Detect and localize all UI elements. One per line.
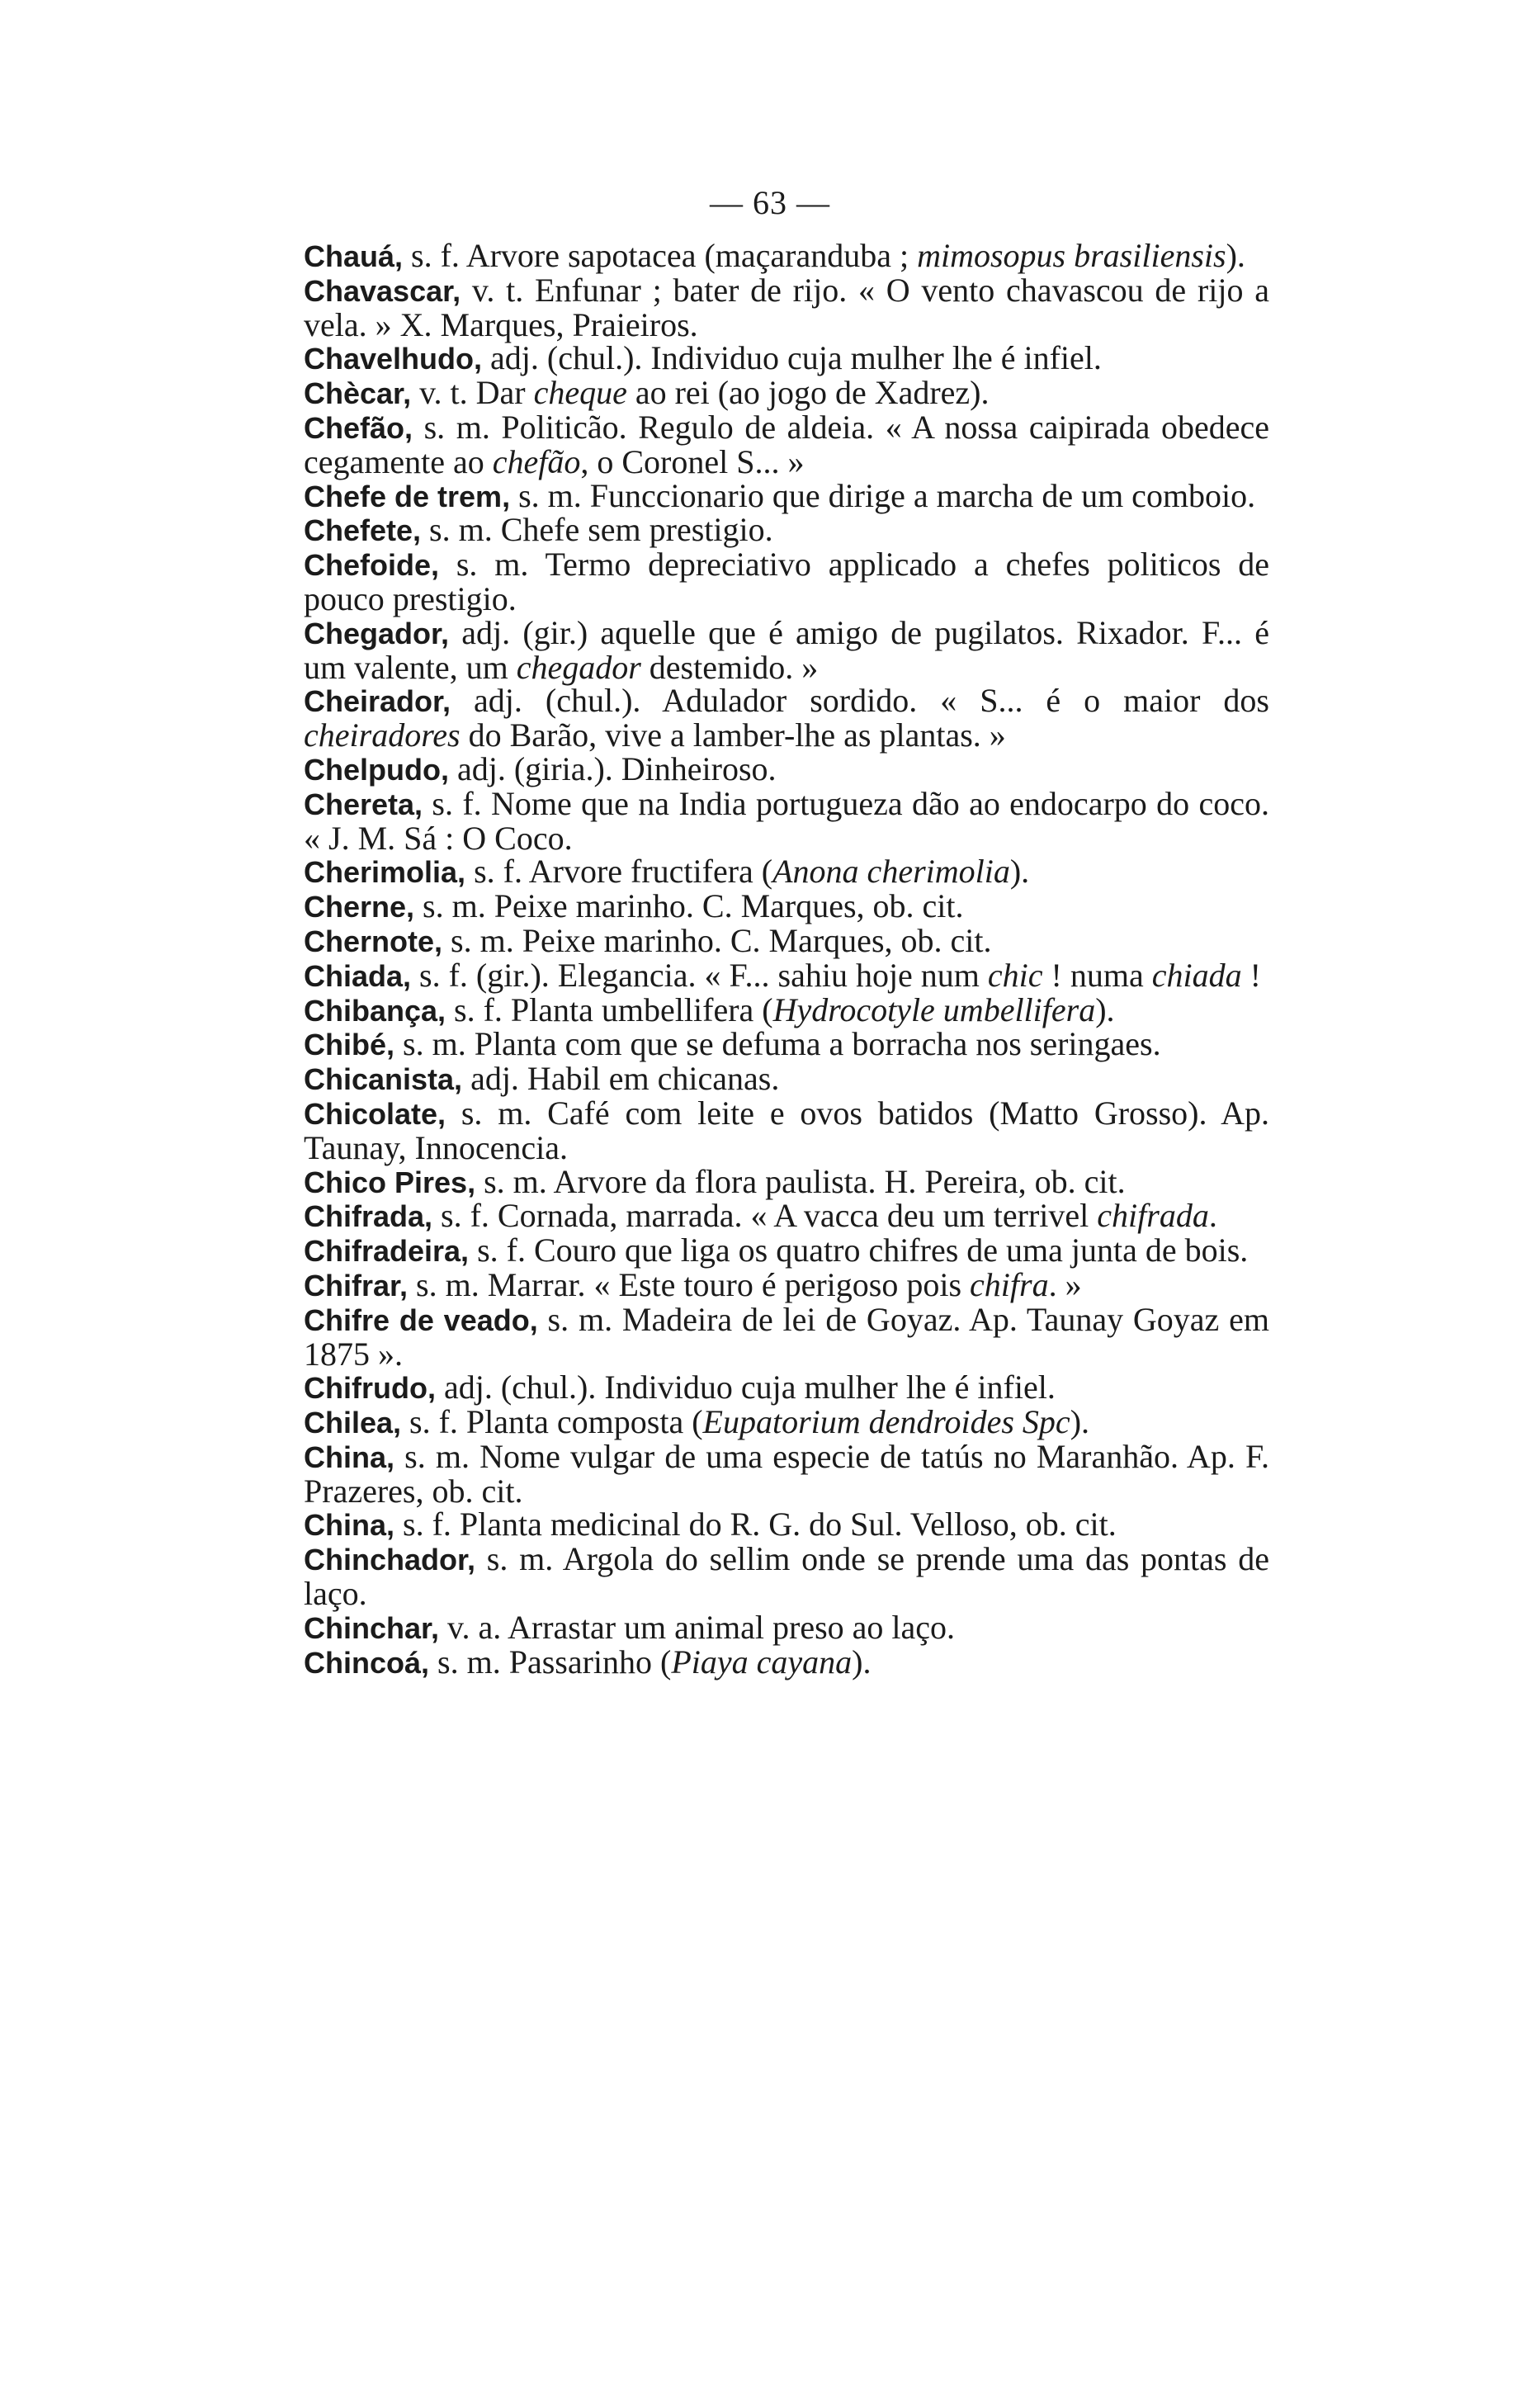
dictionary-entry [304,1371,1269,1406]
dictionary-entry [304,887,1269,925]
dictionary-entry [304,548,1269,617]
dictionary-entry [304,921,1269,959]
entry-headword: Chifrar, [304,1268,409,1302]
dictionary-entry [304,684,1269,753]
entry-headword: Chavascar, [304,273,461,308]
entry-headword: Chifrudo, [304,1371,436,1406]
entry-definition: v. t. Dar [411,374,534,412]
entry-definition: ). [1095,990,1115,1028]
entry-definition: s. f. Arvore sapotacea (maçaranduba ; [403,237,918,274]
entry-definition: v. a. Arrastar um animal preso ao laço. [439,1608,956,1646]
entry-italic-term: chifra [970,1265,1049,1303]
dictionary-entry [304,1062,1269,1097]
dictionary-entry [304,1025,1269,1063]
entry-italic-term: Anona cherimolia [772,853,1010,891]
entry-headword: Chegador, [304,616,450,650]
entry-headword: Chicanista, [304,1062,463,1097]
entry-italic-term: cheque [533,374,627,412]
entry-definition: adj. (chul.). Individuo cuja mulher lhe é infiel. [435,1369,1056,1406]
dictionary-entry [304,990,1269,1028]
entry-headword: Chifradeira, [304,1234,470,1269]
dictionary-entry [304,1643,1269,1681]
entry-definition: s. f. Planta composta ( [401,1403,703,1441]
entry-headword: Chicolate, [304,1096,446,1131]
entry-definition: ! [1241,956,1261,994]
dictionary-entry [304,956,1269,994]
dictionary-entry [304,1265,1269,1303]
entry-italic-term: mimosopus brasiliensis [917,237,1226,274]
entry-definition: adj. (gir.) aquelle que é amigo de pugilatos. Rixador. F... é um valente, um [304,613,1269,686]
entry-definition: s. m. Peixe marinho. C. Marques, ob. cit. [442,921,992,959]
entry-italic-term: chefão [492,442,581,480]
entry-headword: Chifrada, [304,1199,433,1234]
entry-definition: destemido. » [640,648,819,686]
dictionary-entry [304,1608,1269,1646]
entry-headword: Cheirador, [304,684,451,719]
dictionary-entry [304,239,1269,274]
entry-headword: China, [304,1439,395,1474]
entry-definition: adj. Habil em chicanas. [462,1060,780,1098]
dictionary-entry [304,339,1269,377]
entry-definition: s. m. Arvore da flora paulista. H. Pereira, ob. cit. [475,1162,1126,1200]
dictionary-entry [304,513,1269,548]
entry-definition: s. m. Marrar. « Este touro é perigoso pois [408,1265,971,1303]
entry-headword: Chinchar, [304,1610,440,1645]
entry-headword: Cherimolia, [304,855,466,890]
entry-definition: adj. (chul.). Adulador sordido. « S... é o maior dos [451,682,1269,720]
entry-definition: . [1208,1197,1217,1235]
entry-definition: s. m. Argola do sellim onde se prende uma das pontas de laço. [304,1540,1269,1613]
entry-italic-term: Hydrocotyle umbellifera [772,990,1096,1028]
dictionary-entry [304,408,1269,480]
dictionary-entry [304,784,1269,857]
entry-definition: s. f. Cornada, marrada. « A vacca deu um terrivel [432,1197,1098,1235]
dictionary-entry [304,1094,1269,1166]
entry-definition: s. m. Politicão. Regulo de aldeia. « A nossa caipirada obedece cegamente ao [304,408,1269,480]
entry-definition: v. t. Enfunar ; bater de rijo. « O vento chavascou de rijo a vela. » X. Marques, Praieiros. [304,271,1269,343]
entry-headword: China, [304,1508,395,1543]
entry-definition: s. f. Planta medicinal do R. G. do Sul. Velloso, ob. cit. [394,1506,1117,1543]
entry-italic-term: Piaya cayana [671,1643,853,1681]
entry-definition: s. m. Planta com que se defuma a borracha nos seringaes. [394,1025,1161,1063]
dictionary-entry [304,1437,1269,1510]
entry-headword: Chefete, [304,513,422,548]
entry-definition: s. m. Madeira de lei de Goyaz. Ap. Taunay Goyaz em 1875 ». [304,1300,1269,1373]
entry-headword: Chinchador, [304,1543,476,1577]
entry-headword: Chavelhudo, [304,342,483,376]
entry-definition: s. f. Planta umbellifera ( [446,990,773,1028]
entry-headword: Chauá, [304,239,404,273]
dictionary-entry [304,1231,1269,1269]
entry-definition: adj. (giria.). Dinheiroso. [448,749,777,787]
entry-definition: ). [1070,1403,1090,1441]
entry-definition: s. m. Chefe sem prestigio. [421,511,773,549]
entry-headword: Chibé, [304,1028,395,1062]
entry-headword: Chefão, [304,410,413,445]
dictionary-entry [304,1162,1269,1200]
entry-definition: do Barão, vive a lamber-lhe as plantas. » [460,716,1006,754]
page-number: — 63 — [710,184,830,221]
entry-headword: Chincoá, [304,1645,430,1680]
entry-italic-term: Eupatorium dendroides Spc [702,1403,1070,1441]
dictionary-entry [304,613,1269,686]
entry-italic-term: cheiradores [304,716,461,754]
entry-headword: Chifre de veado, [304,1302,538,1337]
entry-definition: s. m. Peixe marinho. C. Marques, ob. cit. [414,887,964,925]
entry-definition: s. f. Couro que liga os quatro chifres de uma junta de bois. [469,1231,1249,1269]
entry-definition: ao rei (ao jogo de Xadrez). [626,374,990,412]
entry-definition: s. m. Nome vulgar de uma especie de tatús no Maranhão. Ap. F. Prazeres, ob. cit. [304,1437,1269,1510]
entry-definition: s. f. Arvore fructifera ( [465,853,773,891]
dictionary-entry [304,376,1269,411]
dictionary-entry [304,749,1269,787]
entry-definition: s. m. Funccionario que dirige a marcha de um comboio. [510,476,1256,514]
entry-definition: adj. (chul.). Individuo cuja mulher lhe é infiel. [482,339,1102,377]
dictionary-entry [304,1403,1269,1441]
dictionary-entry [304,476,1269,514]
entry-definition: ). [1009,853,1030,891]
dictionary-entry [304,1199,1269,1234]
entry-italic-term: chifrada [1097,1197,1209,1235]
entry-definition: , o Coronel S... » [580,442,805,480]
entry-definition: s. m. Café com leite e ovos batidos (Matto Grosso). Ap. Taunay, Innocencia. [304,1094,1269,1166]
entry-headword: Chefoide, [304,548,440,583]
entry-headword: Chefe de trem, [304,479,511,513]
entry-headword: Chernote, [304,924,443,958]
entry-italic-term: chiada [1151,956,1242,994]
entry-definition: . » [1048,1265,1082,1303]
entry-italic-term: chegador [516,648,641,686]
dictionary-entry [304,1508,1269,1543]
entry-definition: s. f. (gir.). Elegancia. « F... sahiu hoje num [411,956,988,994]
entry-definition: ! numa [1042,956,1152,994]
dictionary-entry [304,1540,1269,1613]
entry-headword: Chelpudo, [304,752,449,787]
dictionary-entry [304,271,1269,343]
entry-headword: Chereta, [304,787,423,821]
entry-headword: Chilea, [304,1406,402,1440]
entry-headword: Chiada, [304,958,412,993]
entry-headword: Cherne, [304,890,415,924]
entry-definition: s. f. Nome que na India portugueza dão ao endocarpo do coco. « J. M. Sá : O Coco. [304,784,1269,857]
dictionary-entries [304,239,1269,1680]
entry-italic-term: chic [987,956,1043,994]
dictionary-entry [304,1300,1269,1373]
entry-headword: Chico Pires, [304,1165,476,1199]
entry-definition: s. m. Termo depreciativo applicado a chefes politicos de pouco prestigio. [304,546,1269,617]
entry-definition: s. m. Passarinho ( [429,1643,672,1681]
entry-headword: Chècar, [304,376,412,411]
dictionary-entry [304,855,1269,890]
entry-definition: ). [1226,237,1245,274]
entry-headword: Chibança, [304,993,446,1028]
entry-definition: ). [852,1643,872,1681]
